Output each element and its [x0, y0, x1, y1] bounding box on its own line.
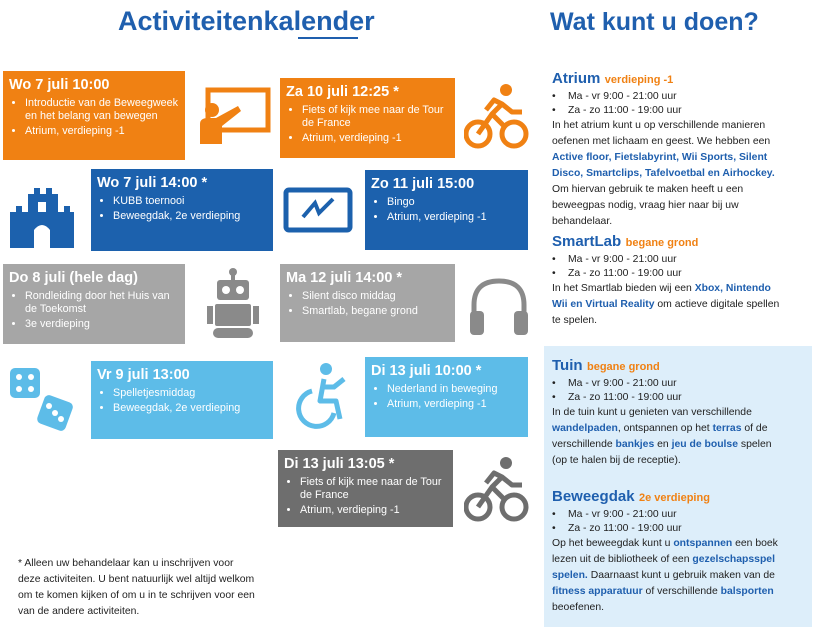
event-header: Di 13 juli 13:05 *: [284, 456, 395, 472]
footnote: * Alleen uw behandelaar kan u inschrijven voor deze activiteiten. U bent natuurlijk wel altijd welkom om te komen kijken of om u in te schrijven voor een van de andere activiteiten.: [18, 558, 255, 617]
event-item: • Silent disco middag: [302, 290, 451, 303]
hours-item: • Za - zo 11:00 - 19:00 uur: [566, 522, 788, 536]
hours-item: • Ma - vr 9:00 - 21:00 uur: [566, 377, 788, 391]
event-card: [3, 71, 185, 160]
tablet-icon: [283, 187, 353, 238]
event-card: [365, 357, 528, 437]
event-header: Wo 7 juli 14:00 *: [97, 175, 208, 191]
title-underline: [298, 37, 358, 39]
headphones-icon: [466, 275, 532, 342]
event-item: • Spelletjesmiddag: [113, 387, 269, 400]
event-item: • Atrium, verdieping -1: [302, 132, 451, 145]
event-header: Vr 9 juli 13:00: [97, 367, 190, 383]
section-text: In het atrium kunt u op verschillende manieren oefenen met lichaam en geest. We hebben een Active floor, Fietslabyrint, Wii Sports, Silent Disco, Smartclips, Tafelvoetbal en Airhockey. Om hiervan gebruik te maken heeft u een beweegpas nodig, vraag hier naar bij uw behandelaar.: [552, 120, 775, 227]
event-item: • Atrium, verdieping -1: [387, 398, 524, 411]
event-item: • 3e verdieping: [25, 318, 181, 331]
hours-item: • Ma - vr 9:00 - 21:00 uur: [566, 508, 788, 522]
section-title: Beweegdak: [552, 488, 635, 505]
section-title: Atrium: [552, 70, 601, 87]
event-item: • Beweegdak, 2e verdieping: [113, 402, 269, 415]
event-header: Za 10 juli 12:25 *: [286, 84, 399, 100]
section-title: SmartLab: [552, 233, 622, 250]
event-card: [91, 361, 273, 439]
event-card: [3, 264, 185, 344]
bicycle-icon: [464, 455, 530, 530]
event-header: Ma 12 juli 14:00 *: [286, 270, 403, 286]
right-title: Wat kunt u doen?: [550, 8, 759, 36]
event-item: • Nederland in beweging: [387, 383, 524, 396]
section-subtitle: verdieping -1: [604, 74, 674, 86]
event-item: • Atrium, verdieping -1: [25, 125, 181, 138]
event-item: • Atrium, verdieping -1: [387, 211, 524, 224]
section-text: Op het beweegdak kunt u ontspannen een boek lezen uit de bibliotheek of een gezelschapsspel spelen. Daarnaast kunt u gebruik maken van de fitness apparatuur of verschillende balsporten beoefenen.: [552, 538, 778, 613]
event-item: • Fiets of kijk mee naar de Tour de France: [300, 476, 449, 502]
castle-icon: [6, 178, 78, 253]
event-item: • Beweegdak, 2e verdieping: [113, 210, 269, 223]
event-header: Do 8 juli (hele dag): [9, 270, 138, 286]
section-subtitle: begane grond: [625, 237, 699, 249]
section-title: Tuin: [552, 357, 583, 374]
event-header: Di 13 juli 10:00 *: [371, 363, 482, 379]
event-item: • Rondleiding door het Huis van de Toekomst: [25, 290, 181, 316]
hours-item: • Ma - vr 9:00 - 21:00 uur: [566, 253, 788, 267]
robot-icon: [205, 268, 261, 345]
dice-icon: [8, 366, 76, 439]
section-subtitle: 2e verdieping: [639, 492, 710, 504]
calendar-title: Activiteitenkalender: [118, 6, 375, 36]
event-item: • Atrium, verdieping -1: [300, 504, 449, 517]
event-card: [91, 169, 273, 251]
bicycle-icon: [464, 82, 530, 157]
event-card: [365, 170, 528, 250]
event-card: [278, 450, 453, 527]
section-text: In de tuin kunt u genieten van verschillende wandelpaden, ontspannen op het terras of de verschillende bankjes en jeu de boulse spelen (op te halen bij de receptie).: [552, 407, 772, 466]
event-item: • Introductie van de Beweegweek en het belang van bewegen: [25, 97, 181, 123]
event-item: • KUBB toernooi: [113, 195, 269, 208]
event-header: Zo 11 juli 15:00: [371, 176, 475, 192]
section-beweegdak: [552, 488, 788, 616]
event-item: • Fiets of kijk mee naar de Tour de France: [302, 104, 451, 130]
section-tuin: [552, 357, 788, 469]
section-smartlab: [552, 233, 788, 329]
event-card: [280, 264, 455, 342]
hours-item: • Ma - vr 9:00 - 21:00 uur: [566, 90, 788, 104]
hours-item: • Za - zo 11:00 - 19:00 uur: [566, 267, 788, 281]
hours-item: • Za - zo 11:00 - 19:00 uur: [566, 104, 788, 118]
event-item: • Bingo: [387, 196, 524, 209]
section-subtitle: begane grond: [587, 361, 660, 373]
wheelchair-icon: [290, 361, 354, 434]
section-atrium: [552, 70, 788, 230]
event-header: Wo 7 juli 10:00: [9, 77, 110, 93]
event-item: • Smartlab, begane grond: [302, 305, 451, 318]
section-text: In het Smartlab bieden wij een Xbox, Nintendo Wii en Virtual Reality om actieve digitale spellen te spelen.: [552, 283, 780, 326]
hours-item: • Za - zo 11:00 - 19:00 uur: [566, 391, 788, 405]
presentation-icon: [194, 86, 274, 151]
event-card: [280, 78, 455, 158]
